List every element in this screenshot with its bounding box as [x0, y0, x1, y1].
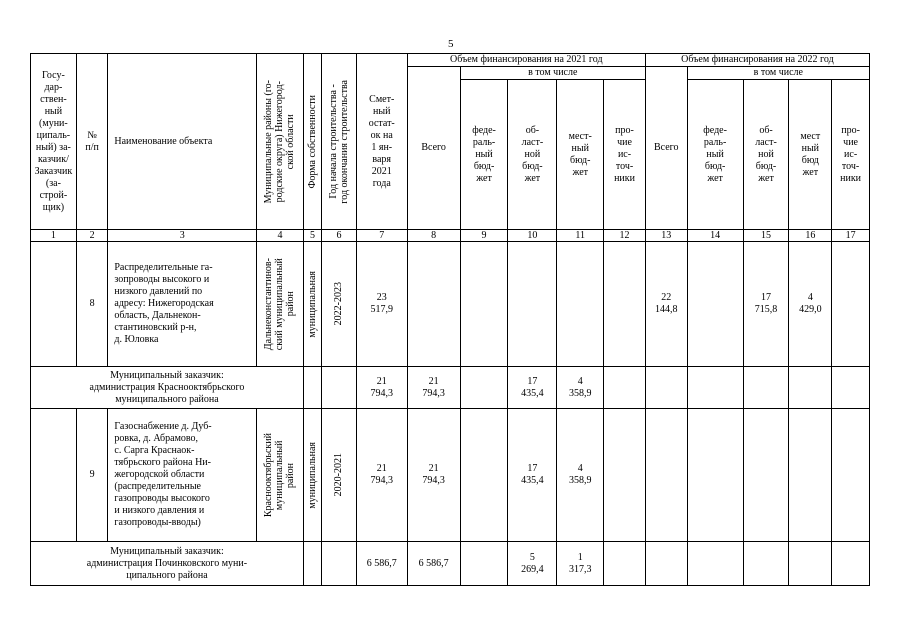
cell-total-2022: [645, 367, 687, 409]
header-federal-2021: феде- раль- ный бюд- жет: [460, 80, 508, 230]
cell-total-2022: 22 144,8: [645, 242, 687, 367]
cell-years: [322, 367, 357, 409]
col-num: 17: [832, 230, 870, 242]
col-num: 11: [557, 230, 604, 242]
cell-total-2021: 21 794,3: [407, 409, 460, 542]
cell-years: [322, 542, 357, 586]
cell-years: [322, 409, 357, 542]
cell-ownership: [303, 409, 321, 542]
header-regional-2022: об- ласт- ной бюд- жет: [743, 80, 789, 230]
cell-other-2022: [832, 242, 870, 367]
cell-local-2021: 1 317,3: [557, 542, 604, 586]
cell-years-text: 2022-2023: [333, 282, 345, 326]
col-num: 16: [789, 230, 832, 242]
cell-local-2022: [789, 409, 832, 542]
cell-other-2021: [604, 242, 646, 367]
cell-local-2022: 4 429,0: [789, 242, 832, 367]
cell-object-name: Газоснабжение д. Дуб- ровка, д. Абрамово, с. Сарга Краснаок- тябрьского района Ни- жегородской области (распределительные газопроводы высокого и низкого давления и газопроводы-вводы): [108, 409, 257, 542]
header-customer: Госу- дар- ствен- ный (муни- ципаль- ный) за- казчик/ Заказчик (за- строй- щик): [31, 54, 77, 230]
cell-federal-2022: [687, 542, 743, 586]
header-districts: [257, 54, 304, 230]
header-incl-2022: в том числе: [687, 67, 869, 80]
cell-ownership-text: муниципальная: [307, 270, 319, 338]
header-ownership: [303, 54, 321, 230]
cell-total-2022: [645, 409, 687, 542]
cell-total-2021: [407, 242, 460, 367]
col-num: 13: [645, 230, 687, 242]
financing-table: [30, 53, 870, 586]
header-total-2021: Всего: [407, 67, 460, 230]
cell-years-text: 2020-2021: [333, 453, 345, 497]
header-number: № п/п: [76, 54, 108, 230]
header-row-1: [31, 54, 870, 67]
cell-customer-summary: Муниципальный заказчик: администрация Краснооктябрьского муниципального района: [31, 367, 304, 409]
cell-federal-2022: [687, 242, 743, 367]
cell-other-2021: [604, 542, 646, 586]
cell-federal-2021: [460, 367, 508, 409]
cell-estimate: 21 794,3: [356, 367, 407, 409]
cell-regional-2022: [743, 542, 789, 586]
col-num: 12: [604, 230, 646, 242]
col-num: 8: [407, 230, 460, 242]
header-federal-2022: феде- раль- ный бюд- жет: [687, 80, 743, 230]
cell-other-2022: [832, 542, 870, 586]
col-num: 4: [257, 230, 304, 242]
col-num: 2: [76, 230, 108, 242]
header-incl-2021: в том числе: [460, 67, 645, 80]
col-num: 1: [31, 230, 77, 242]
col-num: 5: [303, 230, 321, 242]
cell-federal-2021: [460, 242, 508, 367]
cell-district: [257, 242, 304, 367]
cell-local-2022: [789, 542, 832, 586]
cell-total-2021: 6 586,7: [407, 542, 460, 586]
cell-regional-2021: 17 435,4: [508, 367, 557, 409]
header-regional-2021: об- ласт- ной бюд- жет: [508, 80, 557, 230]
cell-district-text: Дальнеконстантинов- ский муниципальный район: [263, 257, 297, 351]
cell-years: [322, 242, 357, 367]
header-estimate: Смет- ный остат- ок на 1 ян- варя 2021 года: [356, 54, 407, 230]
cell-other-2021: [604, 409, 646, 542]
table-row: [31, 242, 870, 367]
cell-regional-2021: [508, 242, 557, 367]
cell-federal-2022: [687, 409, 743, 542]
cell-regional-2021: 5 269,4: [508, 542, 557, 586]
cell-regional-2022: [743, 409, 789, 542]
cell-local-2022: [789, 367, 832, 409]
col-num: 14: [687, 230, 743, 242]
cell-local-2021: 4 358,9: [557, 409, 604, 542]
cell-regional-2022: [743, 367, 789, 409]
header-total-2022: Всего: [645, 67, 687, 230]
table-row: [31, 542, 870, 586]
column-number-row: [31, 230, 870, 242]
cell-ownership: [303, 242, 321, 367]
table-row: [31, 409, 870, 542]
cell-object-name: Распределительные га- зопроводы высокого и низкого давлений по адресу: Нижегородская область, Дальнекон- стантиновский р-н, д. Юловка: [108, 242, 257, 367]
cell-other-2021: [604, 367, 646, 409]
header-local-2021: мест- ный бюд- жет: [557, 80, 604, 230]
header-vol-2022: Объем финансирования на 2022 год: [645, 54, 869, 67]
cell-local-2021: 4 358,9: [557, 367, 604, 409]
cell-number: 8: [76, 242, 108, 367]
cell-ownership-text: муниципальная: [307, 441, 319, 509]
table-row: [31, 367, 870, 409]
col-num: 3: [108, 230, 257, 242]
cell-number: 9: [76, 409, 108, 542]
col-num: 9: [460, 230, 508, 242]
cell-estimate: 21 794,3: [356, 409, 407, 542]
cell-customer: [31, 242, 77, 367]
cell-estimate: 6 586,7: [356, 542, 407, 586]
cell-total-2022: [645, 542, 687, 586]
header-object-name: Наименование объекта: [108, 54, 257, 230]
cell-district: [257, 409, 304, 542]
cell-federal-2021: [460, 409, 508, 542]
header-other-2021: про- чие ис- точ- ники: [604, 80, 646, 230]
cell-federal-2022: [687, 367, 743, 409]
cell-estimate: 23 517,9: [356, 242, 407, 367]
cell-customer-summary: Муниципальный заказчик: администрация Починковского муни- ципального района: [31, 542, 304, 586]
header-years-text: Год начала строительства - год окончания строительства: [327, 79, 350, 204]
header-other-2022: про- чие ис- точ- ники: [832, 80, 870, 230]
cell-other-2022: [832, 409, 870, 542]
cell-district-text: Краснооктябрьский муниципальный район: [263, 432, 297, 518]
cell-ownership: [303, 542, 321, 586]
header-ownership-text: Форма собственности: [307, 94, 319, 189]
cell-customer: [31, 409, 77, 542]
cell-federal-2021: [460, 542, 508, 586]
col-num: 15: [743, 230, 789, 242]
cell-ownership: [303, 367, 321, 409]
cell-total-2021: 21 794,3: [407, 367, 460, 409]
cell-local-2021: [557, 242, 604, 367]
cell-regional-2021: 17 435,4: [508, 409, 557, 542]
header-vol-2021: Объем финансирования на 2021 год: [407, 54, 645, 67]
col-num: 7: [356, 230, 407, 242]
col-num: 10: [508, 230, 557, 242]
cell-regional-2022: 17 715,8: [743, 242, 789, 367]
header-years: [322, 54, 357, 230]
page-number: 5: [448, 38, 454, 50]
header-districts-text: Муниципальные районы (го- родские округа) Нижегород- ской области: [263, 79, 297, 204]
col-num: 6: [322, 230, 357, 242]
cell-other-2022: [832, 367, 870, 409]
header-local-2022: мест ный бюд жет: [789, 80, 832, 230]
